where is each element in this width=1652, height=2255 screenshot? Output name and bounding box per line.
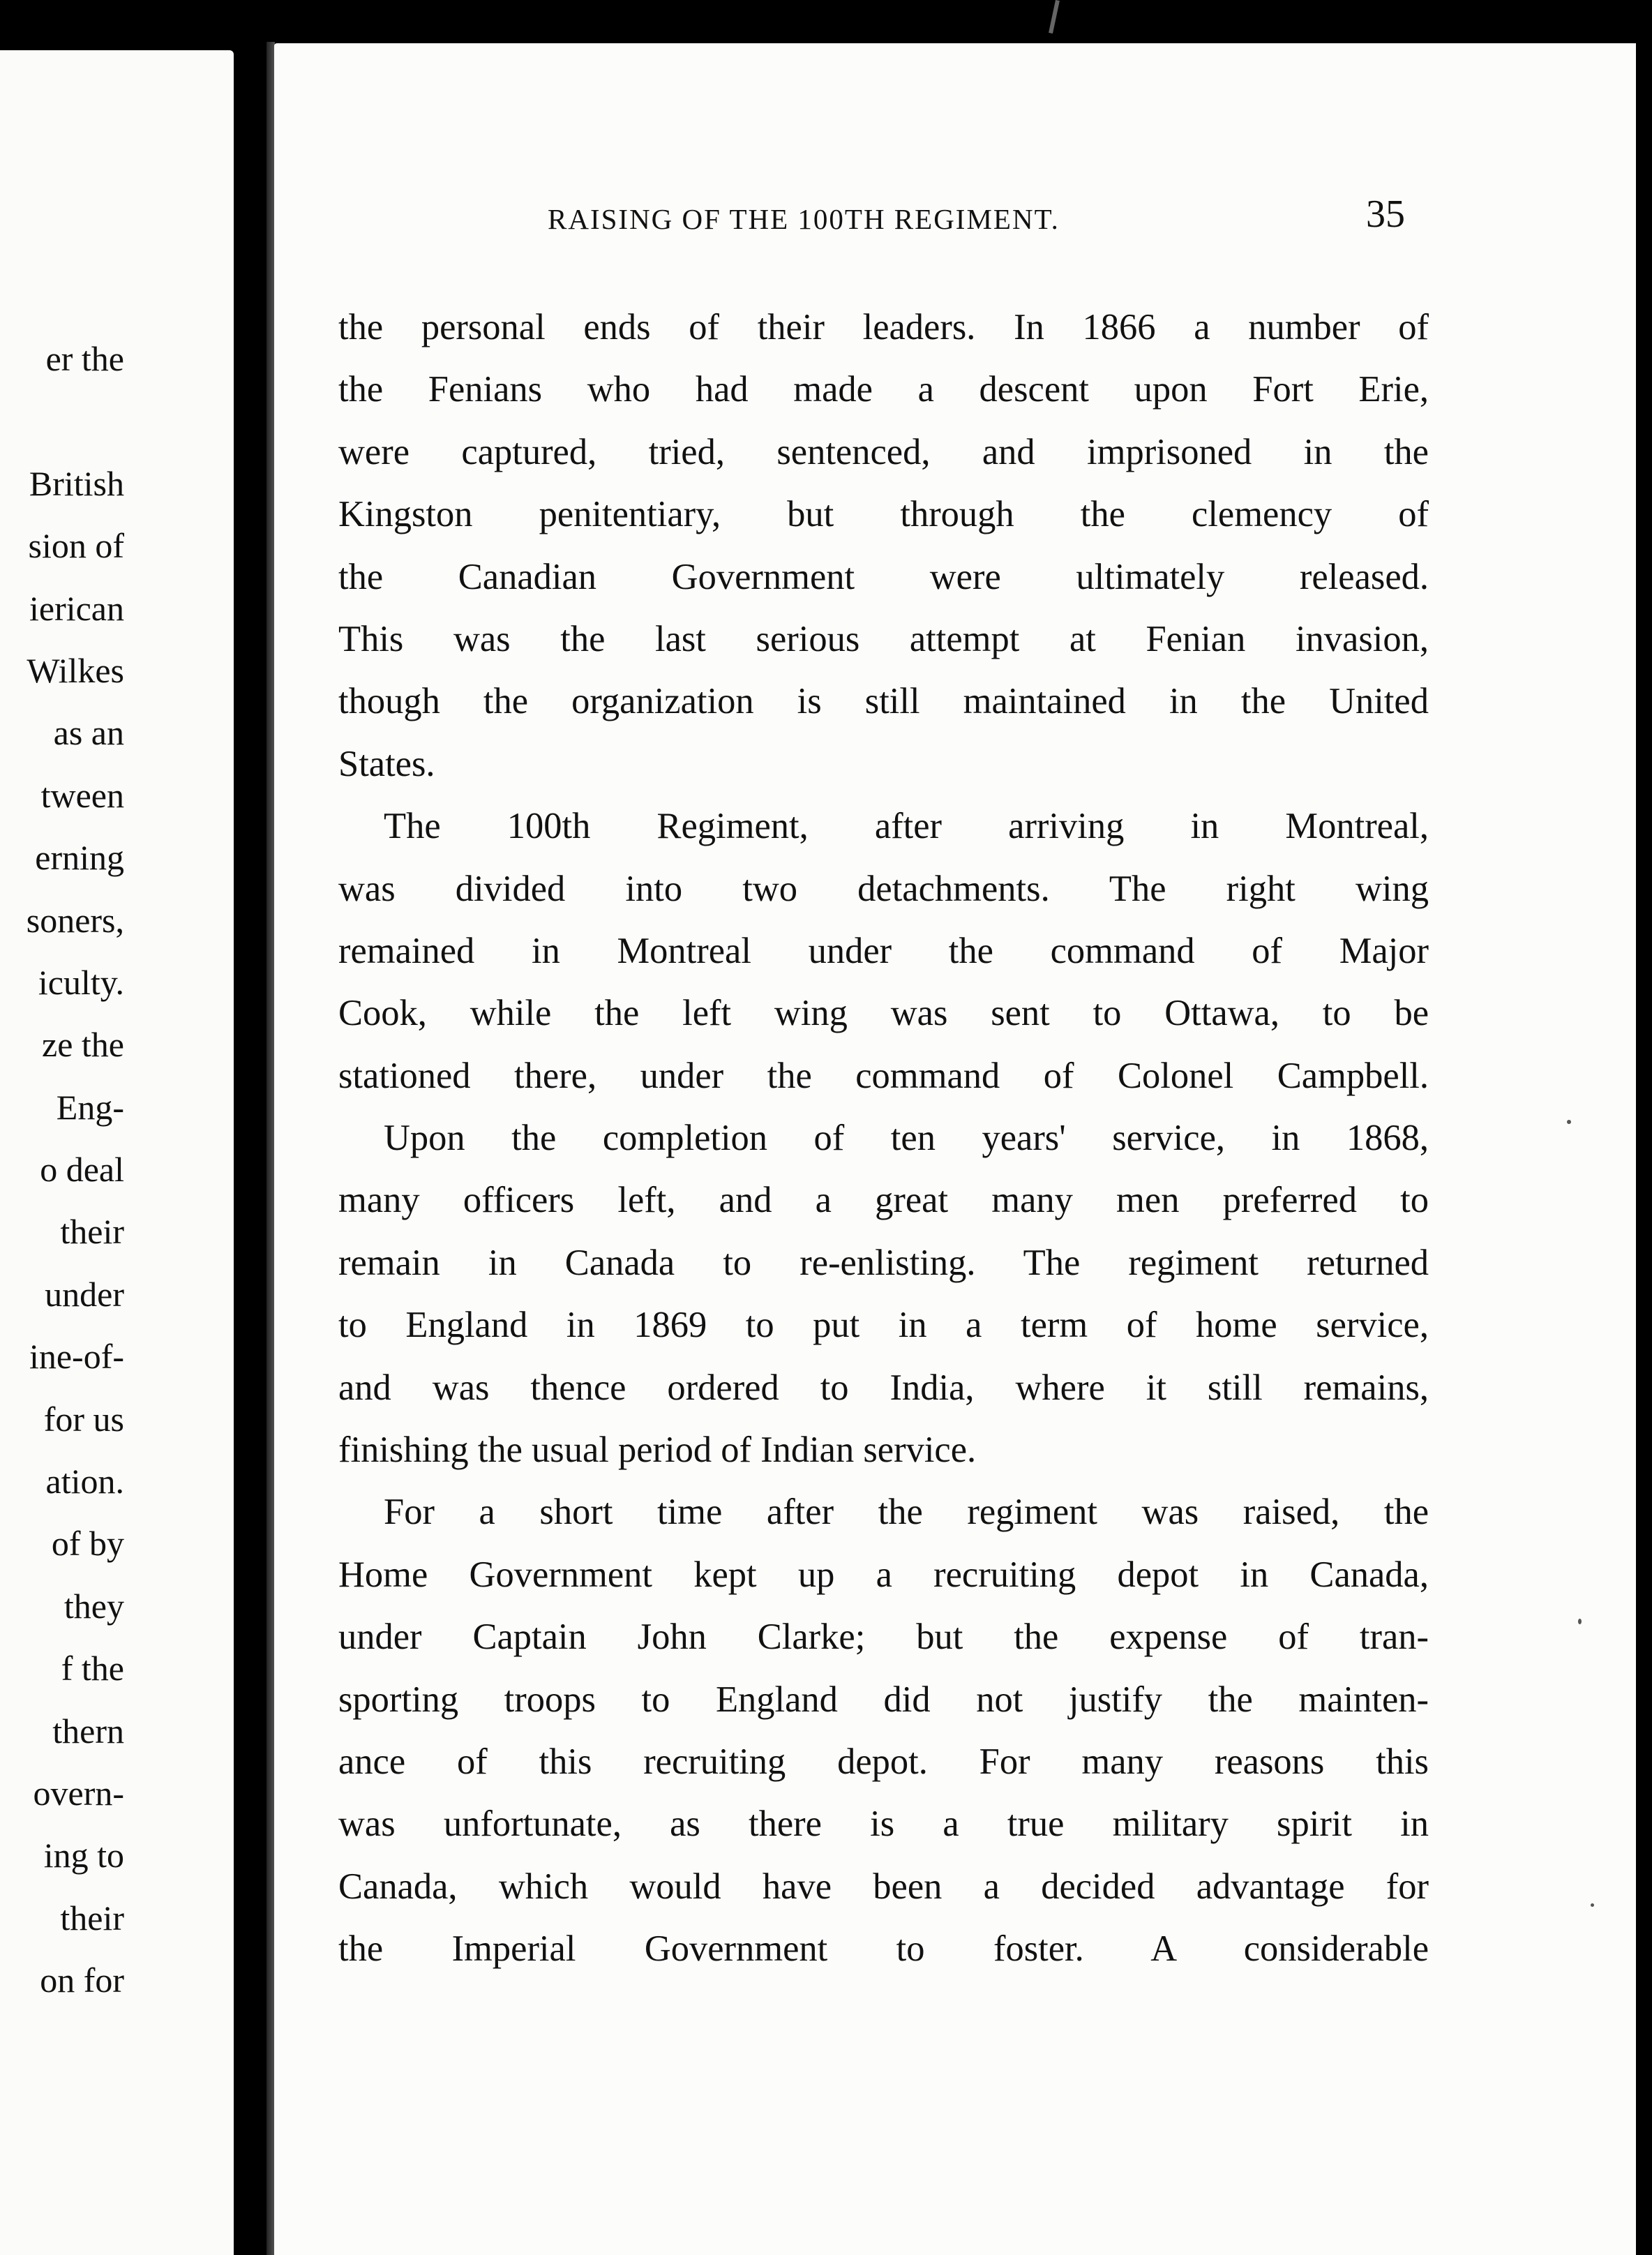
previous-page-line: sion of — [28, 526, 124, 566]
previous-page-line: on for — [40, 1961, 124, 2000]
text-line: remain in Canada to re-enlisting. The regiment returned — [338, 1242, 1429, 1283]
previous-page-line: ine-of- — [29, 1337, 124, 1377]
paragraph-start-line: The 100th Regiment, after arriving in Montreal, — [384, 806, 1429, 847]
previous-page-line: ierican — [29, 588, 124, 628]
previous-page-line: their — [60, 1212, 124, 1252]
text-line: States. — [338, 743, 435, 784]
previous-page-line: f the — [61, 1649, 124, 1688]
text-line: Canada, which would have been a decided advantage for — [338, 1866, 1429, 1907]
previous-page-line: under — [45, 1274, 124, 1314]
paragraph-start-line: Upon the completion of ten years' service, in 1868, — [384, 1118, 1429, 1159]
text-line: This was the last serious attempt at Fenian invasion, — [338, 618, 1429, 659]
page-body-text — [338, 297, 1429, 1981]
text-line: the personal ends of their leaders. In 1866 a number of — [338, 307, 1429, 347]
text-line: were captured, tried, sentenced, and imprisoned in the — [338, 431, 1429, 472]
scan-speck — [1578, 1619, 1582, 1624]
text-line: the Fenians who had made a descent upon Fort Erie, — [338, 369, 1429, 410]
page-number: 35 — [1366, 193, 1405, 236]
text-line: remained in Montreal under the command of Major — [338, 930, 1429, 971]
previous-page-line: erning — [35, 838, 124, 878]
running-head: RAISING OF THE 100TH REGIMENT. — [548, 203, 1060, 235]
previous-page-line: overn- — [33, 1773, 124, 1813]
text-line: sporting troops to England did not justify the mainten- — [338, 1679, 1429, 1720]
text-line: the Canadian Government were ultimately released. — [338, 556, 1429, 597]
previous-page-line: their — [60, 1898, 124, 1938]
previous-page-line: Eng- — [56, 1087, 124, 1127]
previous-page-line: soners, — [26, 900, 124, 940]
text-line: finishing the usual period of Indian service. — [338, 1430, 977, 1471]
text-line: to England in 1869 to put in a term of home service, — [338, 1305, 1429, 1346]
text-line: stationed there, under the command of Colonel Campbell. — [338, 1055, 1429, 1096]
text-line: the Imperial Government to foster. A considerable — [338, 1928, 1429, 1970]
text-line: Kingston penitentiary, but through the clemency of — [338, 494, 1429, 535]
previous-page-line: of by — [51, 1524, 124, 1564]
previous-page-line: for us — [43, 1399, 124, 1439]
previous-page — [0, 50, 234, 2255]
text-line: Home Government kept up a recruiting depot in Canada, — [338, 1554, 1429, 1595]
text-line: ance of this recruiting depot. For many reasons this — [338, 1741, 1429, 1782]
scan-speck — [1567, 1120, 1571, 1124]
previous-page-line: tween — [40, 775, 124, 815]
paragraph-start-line: For a short time after the regiment was raised, the — [384, 1492, 1429, 1533]
previous-page-line: ation. — [45, 1462, 124, 1501]
scan-speck — [1591, 1903, 1594, 1907]
scan-artifact-mark — [1049, 0, 1060, 33]
previous-page-line: o deal — [40, 1150, 124, 1190]
previous-page-line — [0, 390, 124, 452]
previous-page-line: as an — [53, 713, 124, 753]
previous-page-line: ze the — [42, 1025, 124, 1065]
previous-page-text — [0, 328, 124, 2012]
previous-page-line: Wilkes — [27, 650, 124, 690]
text-line: many officers left, and a great many men preferred to — [338, 1180, 1429, 1221]
text-line: though the organization is still maintained in the United — [338, 681, 1429, 722]
text-line: was unfortunate, as there is a true military spirit in — [338, 1804, 1429, 1845]
previous-page-line: ing to — [43, 1836, 124, 1875]
previous-page-line: er the — [45, 339, 124, 378]
previous-page-line: British — [29, 463, 124, 503]
previous-page-line: iculty. — [38, 962, 124, 1002]
text-line: was divided into two detachments. The right wing — [338, 868, 1429, 909]
text-line: Cook, while the left wing was sent to Ottawa, to be — [338, 993, 1429, 1034]
previous-page-line: thern — [52, 1711, 124, 1751]
previous-page-line: they — [63, 1586, 124, 1626]
text-line: and was thence ordered to India, where it still remains, — [338, 1367, 1429, 1408]
text-line: under Captain John Clarke; but the expense of tran- — [338, 1617, 1429, 1658]
